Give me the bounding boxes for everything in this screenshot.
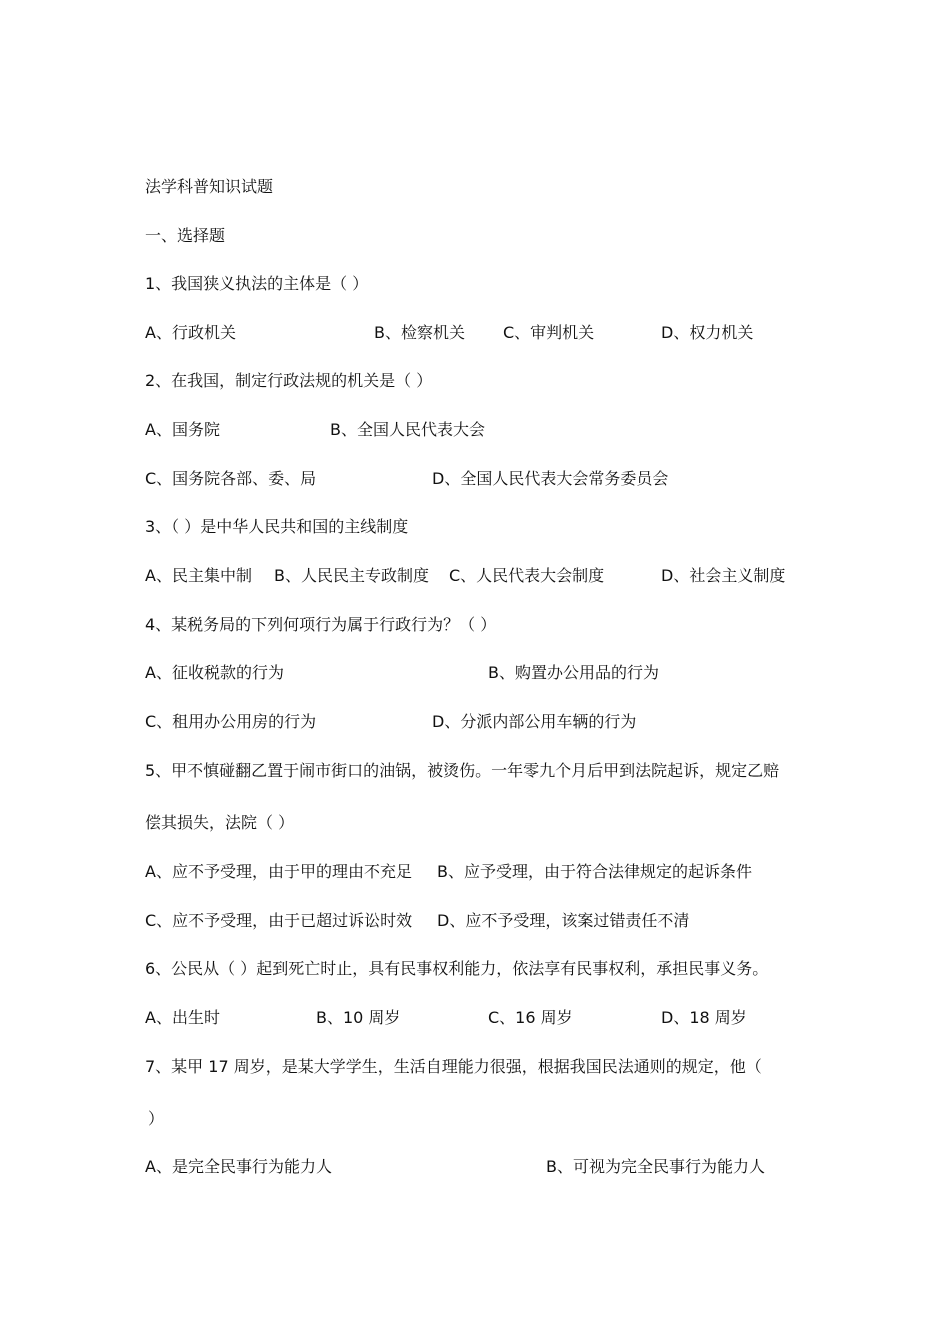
question-1-option-a: A、行政机关 xyxy=(145,323,236,342)
question-4-option-d: D、分派内部公用车辆的行为 xyxy=(432,712,637,731)
question-7-option-a: A、是完全民事行为能力人 xyxy=(145,1157,332,1176)
question-6-stem: 6、公民从（ ）起到死亡时止，具有民事权利能力，依法享有民事权利，承担民事义务。 xyxy=(145,959,769,978)
question-3-option-b: B、人民民主专政制度 xyxy=(274,566,429,585)
question-1-stem: 1、我国狭义执法的主体是（ ） xyxy=(145,274,369,293)
question-2-stem: 2、在我国，制定行政法规的机关是（ ） xyxy=(145,371,433,390)
question-6-option-a: A、出生时 xyxy=(145,1008,220,1027)
question-4-option-a: A、征收税款的行为 xyxy=(145,663,284,682)
question-4-option-b: B、购置办公用品的行为 xyxy=(488,663,659,682)
question-4-option-c: C、租用办公用房的行为 xyxy=(145,712,317,731)
question-2-option-a: A、国务院 xyxy=(145,420,220,439)
question-2-option-b: B、全国人民代表大会 xyxy=(330,420,485,439)
question-5-stem-line-1: 5、甲不慎碰翻乙置于闹市街口的油锅，被烫伤。一年零九个月后甲到法院起诉，规定乙赔 xyxy=(145,761,780,780)
document-title: 法学科普知识试题 xyxy=(145,177,274,196)
question-1-option-d: D、权力机关 xyxy=(661,323,754,342)
question-3-option-c: C、人民代表大会制度 xyxy=(449,566,605,585)
question-7-stem-line-1: 7、某甲 17 周岁，是某大学学生，生活自理能力很强，根据我国民法通则的规定，他（ xyxy=(145,1057,762,1076)
question-5-option-c: C、应不予受理，由于已超过诉讼时效 xyxy=(145,911,413,930)
question-6-option-d: D、18 周岁 xyxy=(661,1008,747,1027)
question-6-option-b: B、10 周岁 xyxy=(316,1008,401,1027)
question-1-option-b: B、检察机关 xyxy=(374,323,465,342)
question-3-option-d: D、社会主义制度 xyxy=(661,566,786,585)
question-4-stem: 4、某税务局的下列何项行为属于行政行为？（ ） xyxy=(145,615,497,634)
question-5-option-d: D、应不予受理，该案过错责任不清 xyxy=(437,911,690,930)
question-2-option-d: D、全国人民代表大会常务委员会 xyxy=(432,469,669,488)
question-6-option-c: C、16 周岁 xyxy=(488,1008,573,1027)
question-7-option-b: B、可视为完全民事行为能力人 xyxy=(546,1157,765,1176)
question-3-option-a: A、民主集中制 xyxy=(145,566,252,585)
question-1-option-c: C、审判机关 xyxy=(503,323,595,342)
question-5-option-b: B、应予受理，由于符合法律规定的起诉条件 xyxy=(437,862,752,881)
question-3-stem: 3、（ ）是中华人民共和国的主线制度 xyxy=(145,517,409,536)
section-heading: 一、选择题 xyxy=(145,226,226,245)
question-2-option-c: C、国务院各部、委、局 xyxy=(145,469,317,488)
question-7-stem-line-2: ） xyxy=(148,1109,165,1128)
question-5-option-a: A、应不予受理，由于甲的理由不充足 xyxy=(145,862,412,881)
question-5-stem-line-2: 偿其损失，法院（ ） xyxy=(145,813,295,832)
